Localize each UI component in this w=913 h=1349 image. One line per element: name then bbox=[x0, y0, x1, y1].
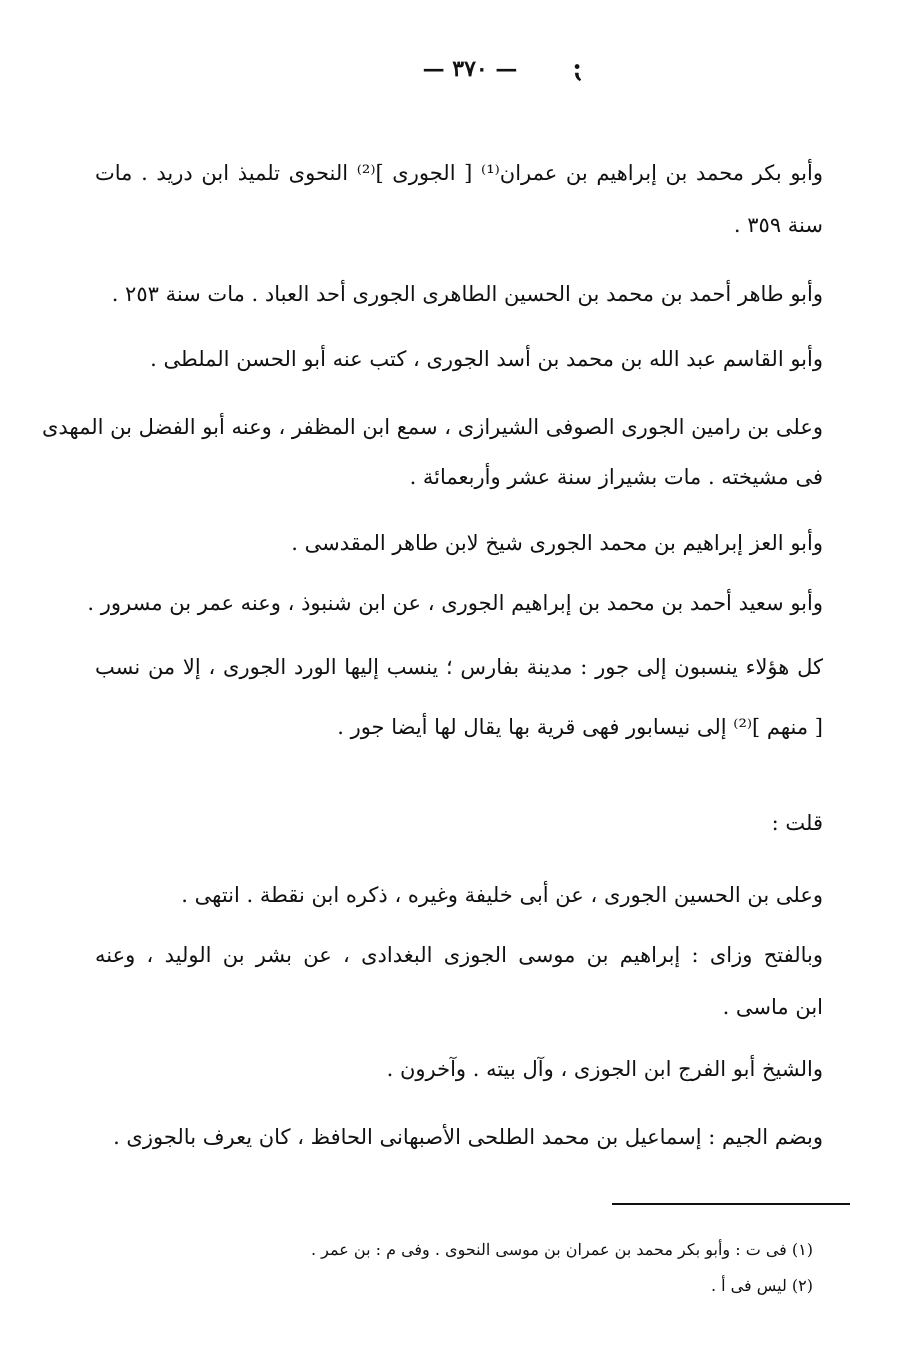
body-line: كل هؤلاء ينسبون إلى جور : مدينة بفارس ؛ ينسب إليها الورد الجورى ، إلا من نسب bbox=[95, 655, 823, 679]
body-line: سنة ٣٥٩ . bbox=[733, 213, 823, 237]
body-line: وأبو القاسم عبد الله بن محمد بن أسد الجورى ، كتب عنه أبو الحسن الملطى . bbox=[150, 347, 823, 371]
body-line: وعلى بن رامين الجورى الصوفى الشيرازى ، سمع ابن المظفر ، وعنه أبو الفضل بن المهدى bbox=[41, 415, 823, 439]
body-line: وأبو سعيد أحمد بن محمد بن إبراهيم الجورى ، عن ابن شنبوذ ، وعنه عمر بن مسرور . bbox=[87, 591, 823, 615]
body-line: فى مشيخته . مات بشيراز سنة عشر وأربعمائة . bbox=[409, 465, 823, 489]
footnote: (٢) ليس فى أ . bbox=[710, 1276, 813, 1295]
body-line: وأبو طاهر أحمد بن محمد بن الحسين الطاهرى الجورى أحد العباد . مات سنة ٢٥٣ . bbox=[111, 282, 823, 306]
page-number: — ٣٧٠ — bbox=[422, 56, 518, 82]
body-line: والشيخ أبو الفرج ابن الجوزى ، وآل بيته . وآخرون . bbox=[386, 1057, 823, 1081]
section-label: قلت : bbox=[771, 811, 823, 835]
body-line: وأبو بكر محمد بن إبراهيم بن عمران⁽¹⁾ [ الجورى ]⁽²⁾ النحوى تلميذ ابن دريد . مات bbox=[95, 161, 823, 185]
footnote: (١) فى ت : وأبو بكر محمد بن عمران بن موسى النحوى . وفى م : بن عمر . bbox=[311, 1240, 813, 1259]
footnote-divider bbox=[612, 1203, 850, 1205]
page-header bbox=[0, 50, 913, 90]
body-line: وبالفتح وزاى : إبراهيم بن موسى الجوزى البغدادى ، عن بشر بن الوليد ، وعنه bbox=[95, 943, 823, 967]
body-line: ابن ماسى . bbox=[722, 995, 823, 1019]
header-mark: ⁏ bbox=[574, 54, 584, 84]
body-line: وبضم الجيم : إسماعيل بن محمد الطلحى الأصبهانى الحافظ ، كان يعرف بالجوزى . bbox=[113, 1125, 823, 1149]
body-line: وعلى بن الحسين الجورى ، عن أبى خليفة وغيره ، ذكره ابن نقطة . انتهى . bbox=[181, 883, 823, 907]
body-line: [ منهم ]⁽²⁾ إلى نيسابور فهى قرية بها يقال لها أيضا جور . bbox=[337, 715, 823, 739]
body-line: وأبو العز إبراهيم بن محمد الجورى شيخ لابن طاهر المقدسى . bbox=[291, 531, 823, 555]
